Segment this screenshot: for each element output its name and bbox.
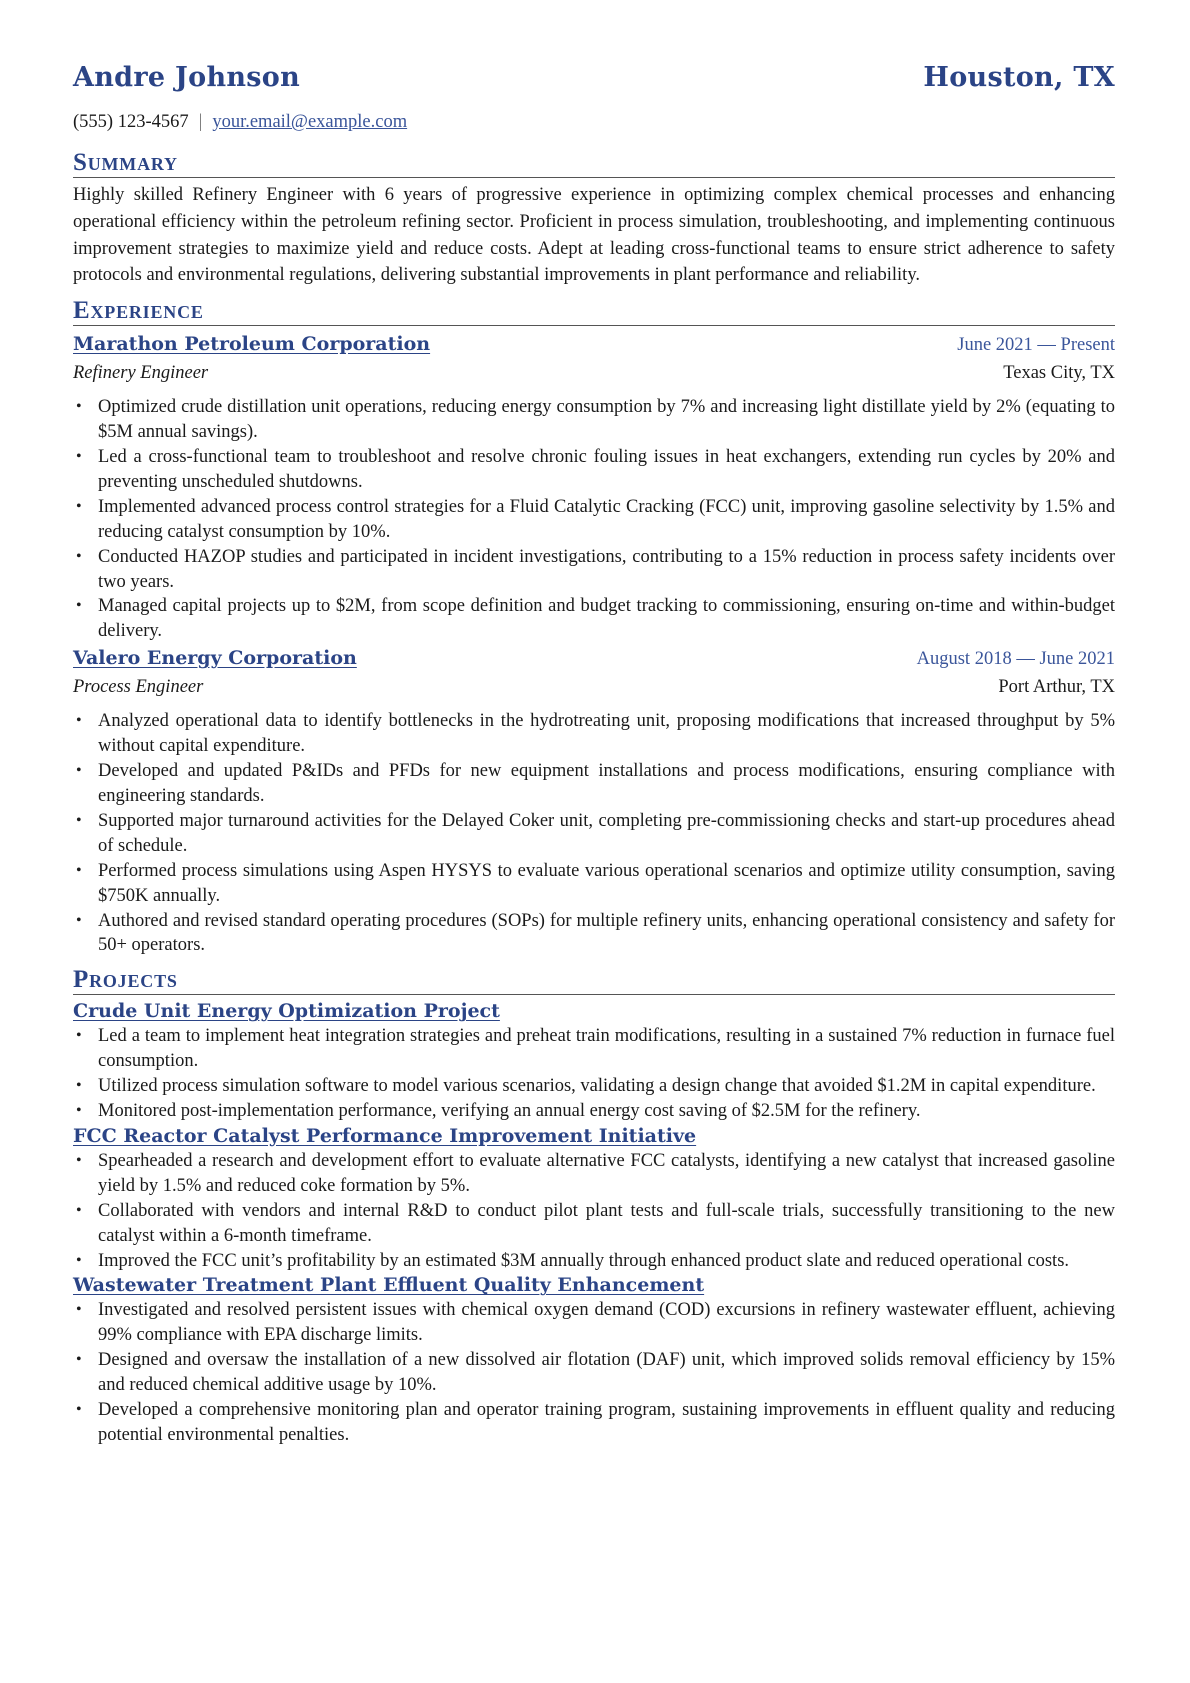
list-item: • Monitored post-implementation performance, verifying an annual energy cost saving of $2.5M for the refinery. xyxy=(73,1099,1115,1124)
employment-dates: August 2018 — June 2021 xyxy=(916,649,1115,670)
phone-number: (555) 123-4567 xyxy=(73,112,189,132)
experience-entry-subheader xyxy=(73,360,1115,386)
experience-entry xyxy=(73,330,1115,644)
list-item: • Utilized process simulation software to model various scenarios, validating a design change that avoided $1.2M in capital expenditure. xyxy=(73,1074,1115,1099)
summary-text: Highly skilled Refinery Engineer with 6 years of progressive experience in optimizing complex chemical processes and enhancing operational efficiency within the petroleum refining sector. Proficient in process simulation, troubleshooting, and implementing continuous improvement strategies to maximize yield and reduce costs. Adept at leading cross-functional teams to ensure strict adherence to safety protocols and environmental regulations, delivering substantial improvements in plant performance and reliability. xyxy=(73,185,1115,286)
job-title: Refinery Engineer xyxy=(73,363,209,384)
job-location: Texas City, TX xyxy=(1003,363,1115,384)
project-title-link[interactable]: FCC Reactor Catalyst Performance Improvement Initiative xyxy=(73,1124,697,1147)
list-item: • Led a team to implement heat integration strategies and preheat train modifications, resulting in a sustained 7% reduction in furnace fuel consumption. xyxy=(73,1024,1115,1074)
list-item: • Performed process simulations using Aspen HYSYS to evaluate various operational scenarios and optimize utility consumption, saving $750K annually. xyxy=(73,859,1115,909)
list-item: • Designed and oversaw the installation of a new dissolved air flotation (DAF) unit, which improved solids removal efficiency by 15% and reduced chemical additive usage by 10%. xyxy=(73,1348,1115,1398)
experience-entry-header xyxy=(73,644,1115,674)
candidate-location: Houston, TX xyxy=(923,62,1115,93)
project-bullet-list xyxy=(73,1024,1115,1124)
list-item: • Managed capital projects up to $2M, from scope definition and budget tracking to commissioning, ensuring on-time and within-budget delivery. xyxy=(73,594,1115,644)
contact-separator: | xyxy=(198,112,203,132)
list-item: • Improved the FCC unit’s profitability by an estimated $3M annually through enhanced product slate and reduced operational costs. xyxy=(73,1249,1115,1274)
company-link[interactable]: Marathon Petroleum Corporation xyxy=(73,333,431,356)
list-item: • Investigated and resolved persistent issues with chemical oxygen demand (COD) excursions in refinery wastewater effluent, achieving 99% compliance with EPA discharge limits. xyxy=(73,1298,1115,1348)
achievement-list xyxy=(73,709,1115,958)
project-bullet-list xyxy=(73,1298,1115,1447)
candidate-name: Andre Johnson xyxy=(73,62,301,93)
resume-header xyxy=(73,62,1115,106)
job-title: Process Engineer xyxy=(73,677,204,698)
list-item: • Optimized crude distillation unit operations, reducing energy consumption by 7% and increasing light distillate yield by 2% (equating to $5M annual savings). xyxy=(73,395,1115,445)
list-item: • Collaborated with vendors and internal R&D to conduct pilot plant tests and full-scale trials, successfully transitioning to the new catalyst within a 6-month timeframe. xyxy=(73,1199,1115,1249)
achievement-list xyxy=(73,395,1115,644)
project-title-link[interactable]: Crude Unit Energy Optimization Project xyxy=(73,1000,500,1023)
project-bullet-list xyxy=(73,1149,1115,1274)
employment-dates: June 2021 — Present xyxy=(957,335,1115,356)
section-title-summary: Summary xyxy=(73,149,1115,178)
list-item: • Conducted HAZOP studies and participated in incident investigations, contributing to a 15% reduction in process safety incidents over two years. xyxy=(73,545,1115,595)
experience-entry-subheader xyxy=(73,674,1115,700)
list-item: • Spearheaded a research and development effort to evaluate alternative FCC catalysts, identifying a new catalyst that increased gasoline yield by 1.5% and reduced coke formation by 5%. xyxy=(73,1149,1115,1199)
list-item: • Supported major turnaround activities for the Delayed Coker unit, completing pre-commissioning checks and start-up procedures ahead of schedule. xyxy=(73,809,1115,859)
experience-entry xyxy=(73,644,1115,958)
company-link[interactable]: Valero Energy Corporation xyxy=(73,647,357,670)
job-location: Port Arthur, TX xyxy=(998,677,1115,698)
list-item: • Analyzed operational data to identify bottlenecks in the hydrotreating unit, proposing modifications that increased throughput by 5% without capital expenditure. xyxy=(73,709,1115,759)
project-entry xyxy=(73,999,1115,1124)
email-link[interactable]: your.email@example.com xyxy=(212,112,408,132)
list-item: • Led a cross-functional team to troubleshoot and resolve chronic fouling issues in heat exchangers, extending run cycles by 20% and preventing unscheduled shutdowns. xyxy=(73,445,1115,495)
list-item: • Authored and revised standard operating procedures (SOPs) for multiple refinery units, enhancing operational consistency and safety for 50+ operators. xyxy=(73,909,1115,959)
section-title-experience: Experience xyxy=(73,297,1115,326)
project-entry xyxy=(73,1124,1115,1274)
project-title-link[interactable]: Wastewater Treatment Plant Effluent Quality Enhancement xyxy=(73,1274,705,1297)
list-item: • Developed and updated P&IDs and PFDs for new equipment installations and process modifications, ensuring compliance with engineering standards. xyxy=(73,759,1115,809)
section-title-projects: Projects xyxy=(73,966,1115,995)
list-item: • Developed a comprehensive monitoring plan and operator training program, sustaining improvements in effluent quality and reducing potential environmental penalties. xyxy=(73,1398,1115,1448)
contact-line xyxy=(73,112,1115,133)
experience-entry-header xyxy=(73,330,1115,360)
project-entry xyxy=(73,1273,1115,1447)
list-item: • Implemented advanced process control strategies for a Fluid Catalytic Cracking (FCC) unit, improving gasoline selectivity by 1.5% and reducing catalyst consumption by 10%. xyxy=(73,495,1115,545)
